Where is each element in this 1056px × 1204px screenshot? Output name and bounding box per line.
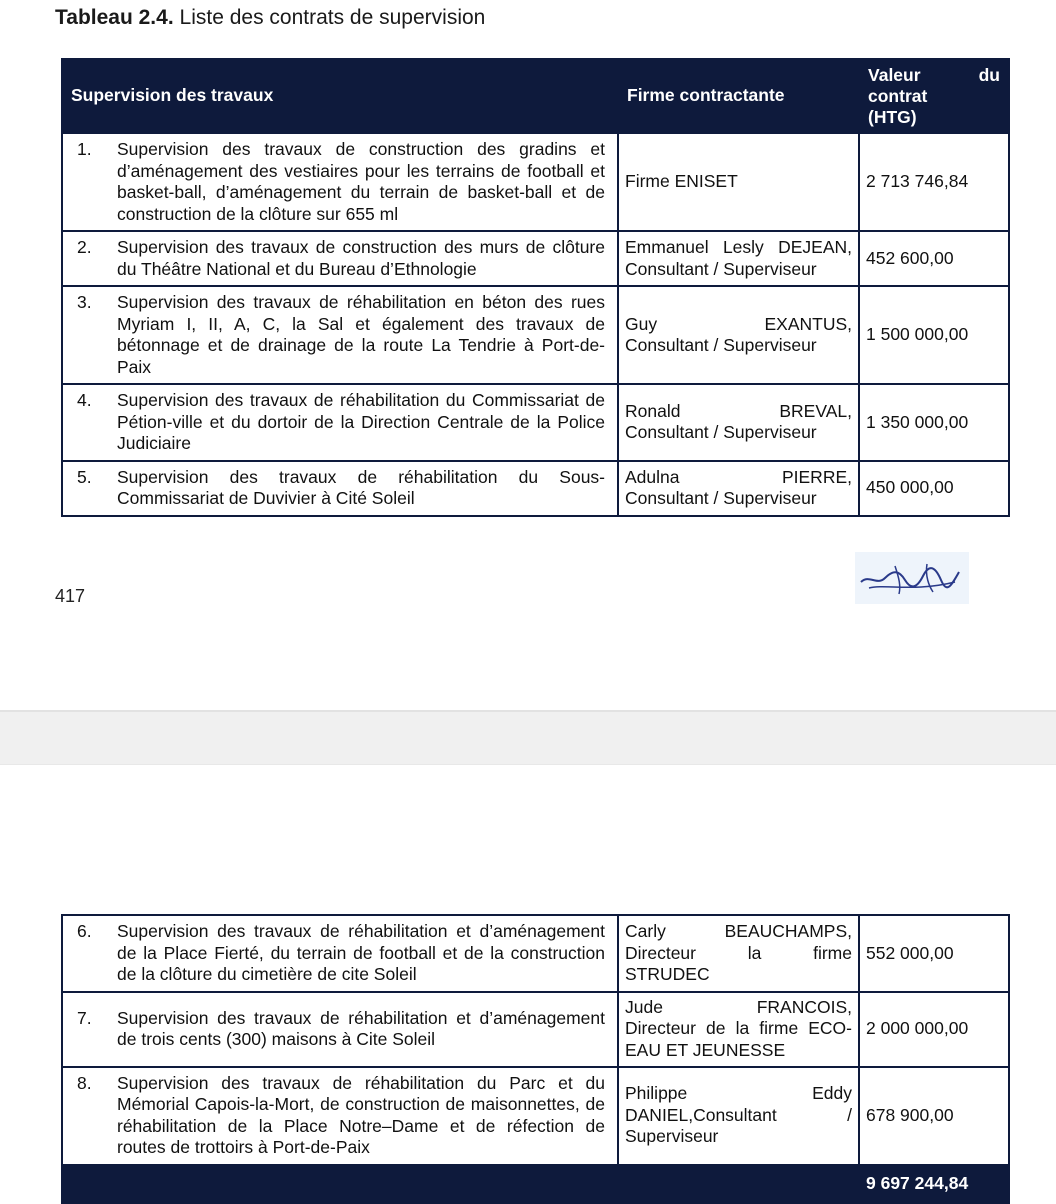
row-firm-line: Consultant / Superviseur bbox=[625, 335, 817, 355]
table-header-row bbox=[62, 59, 1009, 133]
row-firm-cell bbox=[618, 1067, 859, 1165]
row-description bbox=[69, 289, 611, 381]
caption-title: Liste des contrats de supervision bbox=[179, 6, 486, 29]
contracts-table-part-1 bbox=[61, 58, 1010, 517]
row-number: 4. bbox=[77, 390, 92, 410]
header-supervision: Supervision des travaux bbox=[62, 59, 618, 133]
header-firme: Firme contractante bbox=[618, 59, 859, 133]
row-value: 2 000 000,00 bbox=[859, 992, 1009, 1067]
header-htg-word: (HTG) bbox=[868, 106, 917, 127]
total-empty-cell bbox=[62, 1165, 618, 1203]
row-description-text: Supervision des travaux de réhabilitation et d’aménagement de trois cents (300) maisons à Cite Soleil bbox=[117, 1007, 605, 1049]
page-break-gap bbox=[0, 710, 1056, 765]
row-firm-line: STRUDEC bbox=[625, 964, 710, 984]
table-row bbox=[62, 133, 1009, 231]
row-value: 452 600,00 bbox=[859, 231, 1009, 286]
row-firm-line: DANIEL,Consultant / bbox=[625, 1104, 852, 1125]
total-row bbox=[62, 1165, 1009, 1203]
row-firm-line: Guy EXANTUS, bbox=[625, 313, 852, 334]
total-value: 9 697 244,84 bbox=[859, 1165, 1009, 1203]
total-empty-cell bbox=[618, 1165, 859, 1203]
row-description bbox=[69, 136, 611, 228]
row-firm-line: Consultant / Superviseur bbox=[625, 488, 817, 508]
row-firm-line: Jude FRANCOIS, bbox=[625, 996, 852, 1017]
row-number: 5. bbox=[77, 466, 92, 487]
row-firm-line: Superviseur bbox=[625, 1126, 719, 1147]
row-number: 1. bbox=[77, 139, 92, 159]
row-description bbox=[69, 918, 611, 989]
row-description-text: Supervision des travaux de construction des murs de clôture du Théâtre National et du Bureau d’Ethnologie bbox=[117, 237, 605, 279]
row-description-text: Supervision des travaux de réhabilitation et d’aménagement de la Place Fierté, du terrain de football et de la construction de la clôture du cimetière de cite Soleil bbox=[117, 921, 605, 984]
row-number: 6. bbox=[77, 921, 92, 941]
row-firm-line: Adulna PIERRE, bbox=[625, 466, 852, 487]
contracts-table-part-2 bbox=[61, 914, 1010, 1204]
row-description-text: Supervision des travaux de réhabilitation en béton des rues Myriam I, II, A, C, la Sal et également des travaux de bétonnage et de drainage de la route La Tendrie à Port-de-Paix bbox=[117, 292, 605, 377]
table-row bbox=[62, 384, 1009, 461]
caption-label: Tableau 2.4. bbox=[55, 6, 174, 29]
row-value: 2 713 746,84 bbox=[859, 133, 1009, 231]
row-description-cell bbox=[62, 384, 618, 461]
row-firm-cell bbox=[618, 915, 859, 992]
row-value: 552 000,00 bbox=[859, 915, 1009, 992]
row-description bbox=[69, 464, 611, 513]
row-firm-line: Consultant / Superviseur bbox=[625, 258, 817, 279]
header-valeur bbox=[859, 59, 1009, 133]
row-number: 2. bbox=[77, 237, 92, 257]
table-row bbox=[62, 286, 1009, 384]
row-description-cell bbox=[62, 461, 618, 516]
row-number: 8. bbox=[77, 1072, 92, 1093]
table-row bbox=[62, 231, 1009, 286]
row-firm-line: Firme ENISET bbox=[625, 171, 738, 192]
row-firm-cell bbox=[618, 992, 859, 1067]
row-description bbox=[69, 387, 611, 458]
row-value: 678 900,00 bbox=[859, 1067, 1009, 1165]
row-description-cell bbox=[62, 1067, 618, 1165]
table-row bbox=[62, 992, 1009, 1067]
row-firm-line: Carly BEAUCHAMPS, bbox=[625, 921, 852, 941]
row-firm-cell bbox=[618, 384, 859, 461]
row-description-text: Supervision des travaux de réhabilitation du Commissariat de Pétion-ville et du dortoir de la Direction Centrale de la Police Judiciaire bbox=[117, 390, 605, 453]
row-description-cell bbox=[62, 133, 618, 231]
row-description-cell bbox=[62, 231, 618, 286]
row-firm-line: Consultant / Superviseur bbox=[625, 422, 817, 443]
row-number: 3. bbox=[77, 292, 92, 312]
row-firm-cell bbox=[618, 461, 859, 516]
row-description bbox=[69, 1070, 611, 1162]
row-firm-line: Philippe Eddy bbox=[625, 1083, 852, 1104]
table-caption bbox=[55, 6, 485, 30]
row-firm-line: Ronald BREVAL, bbox=[625, 400, 852, 421]
row-description-text: Supervision des travaux de réhabilitation du Sous-Commissariat de Duvivier à Cité Soleil bbox=[117, 466, 605, 508]
row-firm-cell bbox=[618, 133, 859, 231]
header-contrat-word: contrat bbox=[868, 85, 928, 106]
table-row bbox=[62, 461, 1009, 516]
row-firm-line: Emmanuel Lesly DEJEAN, bbox=[625, 237, 852, 257]
page-number: 417 bbox=[55, 586, 86, 606]
row-firm-line: EAU ET JEUNESSE bbox=[625, 1039, 786, 1060]
row-description bbox=[69, 1005, 611, 1054]
row-number: 7. bbox=[77, 1007, 92, 1028]
signature-image bbox=[855, 552, 969, 604]
row-value: 450 000,00 bbox=[859, 461, 1009, 516]
table-row bbox=[62, 1067, 1009, 1165]
row-description-cell bbox=[62, 915, 618, 992]
row-firm-cell bbox=[618, 286, 859, 384]
row-description-text: Supervision des travaux de réhabilitation du Parc et du Mémorial Capois-la-Mort, de construction de maisonnettes, de réhabilitation de la Place Notre–Dame et de réfection de routes de trottoirs à Port-de-Paix bbox=[117, 1072, 605, 1157]
header-valeur-word: Valeur bbox=[868, 64, 921, 85]
row-value: 1 350 000,00 bbox=[859, 384, 1009, 461]
row-firm-cell bbox=[618, 231, 859, 286]
row-description bbox=[69, 234, 611, 283]
row-description-cell bbox=[62, 286, 618, 384]
row-value: 1 500 000,00 bbox=[859, 286, 1009, 384]
table-row bbox=[62, 915, 1009, 992]
header-du-word: du bbox=[978, 64, 1000, 85]
row-description-text: Supervision des travaux de construction des gradins et d’aménagement des vestiaires pour les terrains de football et basket-ball, d’aménagement du terrain de basket-ball et de construction de la clôture sur 655 ml bbox=[117, 139, 605, 224]
row-firm-line: Directeur la firme bbox=[625, 942, 852, 963]
row-description-cell bbox=[62, 992, 618, 1067]
row-firm-line: Directeur de la firme ECO- bbox=[625, 1018, 852, 1039]
